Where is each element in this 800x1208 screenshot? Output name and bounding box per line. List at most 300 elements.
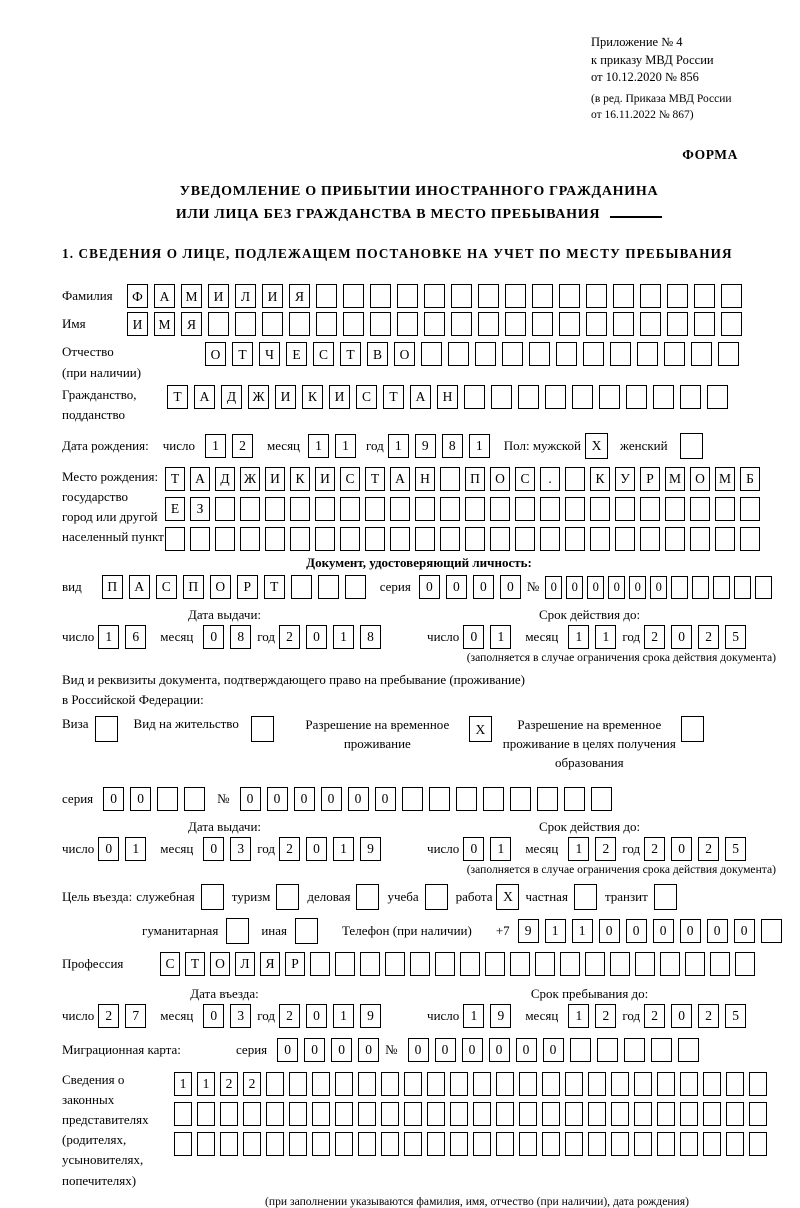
cell[interactable] — [289, 312, 310, 336]
cell[interactable] — [680, 1072, 698, 1096]
cell[interactable] — [690, 527, 710, 551]
cell[interactable] — [749, 1132, 767, 1156]
cell[interactable] — [667, 284, 688, 308]
cell[interactable] — [370, 284, 391, 308]
cell[interactable]: О — [210, 952, 230, 976]
cell[interactable]: К — [590, 467, 610, 491]
cell[interactable] — [197, 1132, 215, 1156]
cell[interactable]: 0 — [375, 787, 396, 811]
cell[interactable] — [540, 527, 560, 551]
cell[interactable] — [251, 716, 274, 742]
cell[interactable] — [532, 284, 553, 308]
cell[interactable]: 2 — [243, 1072, 261, 1096]
cell[interactable]: 0 — [566, 576, 583, 599]
cell[interactable] — [496, 1102, 514, 1126]
cell[interactable]: И — [208, 284, 229, 308]
cell[interactable]: 0 — [463, 625, 484, 649]
cell[interactable]: 0 — [331, 1038, 352, 1062]
cell[interactable]: Н — [437, 385, 458, 409]
cell[interactable]: 0 — [203, 1004, 224, 1028]
cell[interactable]: К — [290, 467, 310, 491]
cell[interactable] — [519, 1132, 537, 1156]
cell[interactable]: 2 — [279, 1004, 300, 1028]
cell[interactable]: С — [156, 575, 177, 599]
cell[interactable] — [707, 385, 728, 409]
cell[interactable]: Ч — [259, 342, 280, 366]
cell[interactable]: М — [715, 467, 735, 491]
cell[interactable]: X — [469, 716, 492, 742]
cell[interactable]: Т — [185, 952, 205, 976]
cell[interactable]: В — [367, 342, 388, 366]
cell[interactable]: 0 — [435, 1038, 456, 1062]
cell[interactable] — [381, 1102, 399, 1126]
cell[interactable] — [316, 284, 337, 308]
cell[interactable] — [715, 527, 735, 551]
cell[interactable] — [335, 1072, 353, 1096]
cell[interactable] — [390, 497, 410, 521]
cell[interactable]: 1 — [308, 434, 329, 458]
cell[interactable] — [560, 952, 580, 976]
cell[interactable] — [599, 385, 620, 409]
cell[interactable] — [340, 527, 360, 551]
cell[interactable] — [295, 918, 318, 944]
cell[interactable]: 0 — [671, 1004, 692, 1028]
cell[interactable] — [556, 342, 577, 366]
cell[interactable]: Р — [285, 952, 305, 976]
cell[interactable] — [565, 1132, 583, 1156]
cell[interactable] — [574, 884, 597, 910]
cell[interactable] — [671, 576, 688, 599]
cell[interactable] — [310, 952, 330, 976]
cell[interactable] — [240, 527, 260, 551]
cell[interactable] — [715, 497, 735, 521]
cell[interactable] — [478, 312, 499, 336]
cell[interactable]: 0 — [277, 1038, 298, 1062]
cell[interactable]: У — [615, 467, 635, 491]
cell[interactable] — [565, 1102, 583, 1126]
cell[interactable]: Л — [235, 284, 256, 308]
cell[interactable] — [448, 342, 469, 366]
cell[interactable]: И — [262, 284, 283, 308]
cell[interactable]: 1 — [469, 434, 490, 458]
cell[interactable]: 1 — [572, 919, 593, 943]
cell[interactable]: 0 — [626, 919, 647, 943]
cell[interactable] — [615, 497, 635, 521]
cell[interactable] — [540, 497, 560, 521]
cell[interactable] — [680, 385, 701, 409]
cell[interactable] — [404, 1132, 422, 1156]
cell[interactable]: 2 — [98, 1004, 119, 1028]
cell[interactable] — [680, 433, 703, 459]
cell[interactable] — [667, 312, 688, 336]
cell[interactable]: 0 — [599, 919, 620, 943]
cell[interactable] — [590, 527, 610, 551]
cell[interactable] — [451, 312, 472, 336]
cell[interactable]: А — [154, 284, 175, 308]
cell[interactable]: С — [160, 952, 180, 976]
cell[interactable] — [586, 312, 607, 336]
cell[interactable] — [312, 1102, 330, 1126]
cell[interactable] — [535, 952, 555, 976]
cell[interactable] — [312, 1072, 330, 1096]
cell[interactable] — [385, 952, 405, 976]
cell[interactable]: 0 — [650, 576, 667, 599]
cell[interactable] — [713, 576, 730, 599]
cell[interactable] — [588, 1072, 606, 1096]
cell[interactable] — [335, 1102, 353, 1126]
cell[interactable] — [165, 527, 185, 551]
cell[interactable]: 2 — [595, 837, 616, 861]
cell[interactable]: Т — [340, 342, 361, 366]
cell[interactable] — [761, 919, 782, 943]
cell[interactable] — [485, 952, 505, 976]
cell[interactable] — [390, 527, 410, 551]
cell[interactable]: 3 — [230, 1004, 251, 1028]
cell[interactable]: А — [129, 575, 150, 599]
cell[interactable] — [289, 1072, 307, 1096]
cell[interactable] — [312, 1132, 330, 1156]
cell[interactable] — [660, 952, 680, 976]
cell[interactable] — [559, 284, 580, 308]
cell[interactable] — [343, 312, 364, 336]
cell[interactable] — [365, 497, 385, 521]
cell[interactable] — [174, 1132, 192, 1156]
cell[interactable]: 0 — [267, 787, 288, 811]
cell[interactable]: Д — [215, 467, 235, 491]
cell[interactable]: 9 — [518, 919, 539, 943]
cell[interactable]: 2 — [279, 625, 300, 649]
cell[interactable]: 0 — [294, 787, 315, 811]
cell[interactable] — [665, 497, 685, 521]
cell[interactable]: 0 — [240, 787, 261, 811]
cell[interactable]: 1 — [388, 434, 409, 458]
cell[interactable]: . — [540, 467, 560, 491]
cell[interactable] — [588, 1102, 606, 1126]
cell[interactable] — [740, 497, 760, 521]
cell[interactable] — [316, 312, 337, 336]
cell[interactable]: О — [490, 467, 510, 491]
cell[interactable] — [490, 527, 510, 551]
cell[interactable] — [410, 952, 430, 976]
cell[interactable] — [542, 1072, 560, 1096]
cell[interactable] — [266, 1132, 284, 1156]
cell[interactable]: О — [394, 342, 415, 366]
cell[interactable]: И — [265, 467, 285, 491]
cell[interactable] — [565, 497, 585, 521]
cell[interactable] — [542, 1102, 560, 1126]
cell[interactable] — [402, 787, 423, 811]
cell[interactable]: 0 — [304, 1038, 325, 1062]
cell[interactable] — [692, 576, 709, 599]
cell[interactable] — [404, 1102, 422, 1126]
cell[interactable] — [450, 1132, 468, 1156]
cell[interactable]: З — [190, 497, 210, 521]
cell[interactable] — [496, 1132, 514, 1156]
cell[interactable] — [491, 385, 512, 409]
cell[interactable]: М — [154, 312, 175, 336]
cell[interactable] — [404, 1072, 422, 1096]
cell[interactable] — [657, 1072, 675, 1096]
cell[interactable]: И — [127, 312, 148, 336]
cell[interactable]: 5 — [725, 837, 746, 861]
cell[interactable]: 0 — [306, 625, 327, 649]
cell[interactable]: 1 — [333, 1004, 354, 1028]
cell[interactable]: 1 — [463, 1004, 484, 1028]
cell[interactable] — [611, 1102, 629, 1126]
cell[interactable]: И — [329, 385, 350, 409]
cell[interactable]: Б — [740, 467, 760, 491]
cell[interactable] — [427, 1132, 445, 1156]
cell[interactable] — [559, 312, 580, 336]
cell[interactable] — [240, 497, 260, 521]
cell[interactable] — [424, 312, 445, 336]
cell[interactable]: М — [665, 467, 685, 491]
cell[interactable] — [610, 342, 631, 366]
cell[interactable] — [475, 342, 496, 366]
cell[interactable]: Н — [415, 467, 435, 491]
cell[interactable] — [590, 497, 610, 521]
cell[interactable] — [749, 1102, 767, 1126]
cell[interactable] — [262, 312, 283, 336]
cell[interactable] — [586, 284, 607, 308]
cell[interactable]: Я — [260, 952, 280, 976]
cell[interactable]: 9 — [415, 434, 436, 458]
cell[interactable]: П — [102, 575, 123, 599]
cell[interactable]: 1 — [568, 1004, 589, 1028]
cell[interactable] — [519, 1072, 537, 1096]
cell[interactable] — [726, 1072, 744, 1096]
cell[interactable] — [703, 1132, 721, 1156]
cell[interactable] — [473, 1102, 491, 1126]
cell[interactable] — [583, 342, 604, 366]
cell[interactable]: 0 — [408, 1038, 429, 1062]
cell[interactable] — [360, 952, 380, 976]
cell[interactable]: 8 — [230, 625, 251, 649]
cell[interactable] — [691, 342, 712, 366]
cell[interactable] — [496, 1072, 514, 1096]
cell[interactable] — [440, 467, 460, 491]
cell[interactable] — [545, 385, 566, 409]
cell[interactable] — [640, 497, 660, 521]
cell[interactable] — [290, 497, 310, 521]
cell[interactable]: 0 — [500, 575, 521, 599]
cell[interactable] — [529, 342, 550, 366]
cell[interactable]: 1 — [545, 919, 566, 943]
cell[interactable]: 0 — [462, 1038, 483, 1062]
cell[interactable] — [588, 1132, 606, 1156]
cell[interactable]: 9 — [360, 1004, 381, 1028]
cell[interactable]: 0 — [98, 837, 119, 861]
cell[interactable] — [345, 575, 366, 599]
cell[interactable] — [694, 312, 715, 336]
cell[interactable]: Ф — [127, 284, 148, 308]
cell[interactable]: 7 — [125, 1004, 146, 1028]
cell[interactable]: Д — [221, 385, 242, 409]
cell[interactable] — [208, 312, 229, 336]
cell[interactable] — [335, 952, 355, 976]
cell[interactable] — [490, 497, 510, 521]
cell[interactable]: Р — [237, 575, 258, 599]
cell[interactable] — [613, 312, 634, 336]
cell[interactable] — [626, 385, 647, 409]
cell[interactable] — [289, 1132, 307, 1156]
cell[interactable] — [635, 952, 655, 976]
cell[interactable] — [657, 1102, 675, 1126]
cell[interactable] — [703, 1102, 721, 1126]
cell[interactable]: 0 — [203, 625, 224, 649]
cell[interactable] — [685, 952, 705, 976]
cell[interactable]: 2 — [232, 434, 253, 458]
cell[interactable]: Т — [167, 385, 188, 409]
cell[interactable] — [315, 527, 335, 551]
cell[interactable] — [266, 1072, 284, 1096]
cell[interactable] — [510, 787, 531, 811]
cell[interactable] — [634, 1072, 652, 1096]
cell[interactable] — [358, 1072, 376, 1096]
cell[interactable]: Е — [165, 497, 185, 521]
cell[interactable] — [220, 1102, 238, 1126]
cell[interactable] — [591, 787, 612, 811]
cell[interactable]: Ж — [248, 385, 269, 409]
cell[interactable] — [435, 952, 455, 976]
cell[interactable] — [456, 787, 477, 811]
cell[interactable]: 1 — [197, 1072, 215, 1096]
cell[interactable] — [613, 284, 634, 308]
cell[interactable]: Р — [640, 467, 660, 491]
cell[interactable] — [427, 1102, 445, 1126]
cell[interactable] — [440, 527, 460, 551]
cell[interactable] — [335, 1132, 353, 1156]
cell[interactable] — [343, 284, 364, 308]
cell[interactable]: Я — [289, 284, 310, 308]
cell[interactable] — [565, 467, 585, 491]
cell[interactable]: 5 — [725, 1004, 746, 1028]
cell[interactable] — [370, 312, 391, 336]
cell[interactable] — [611, 1072, 629, 1096]
cell[interactable]: 0 — [671, 625, 692, 649]
cell[interactable] — [465, 497, 485, 521]
cell[interactable]: С — [515, 467, 535, 491]
cell[interactable] — [726, 1102, 744, 1126]
cell[interactable] — [640, 284, 661, 308]
cell[interactable] — [665, 527, 685, 551]
cell[interactable] — [735, 952, 755, 976]
cell[interactable] — [597, 1038, 618, 1062]
cell[interactable]: 0 — [489, 1038, 510, 1062]
cell[interactable]: 1 — [568, 625, 589, 649]
cell[interactable] — [537, 787, 558, 811]
cell[interactable] — [680, 1132, 698, 1156]
cell[interactable] — [564, 787, 585, 811]
cell[interactable]: А — [390, 467, 410, 491]
cell[interactable]: 8 — [442, 434, 463, 458]
cell[interactable] — [611, 1132, 629, 1156]
cell[interactable]: 2 — [698, 1004, 719, 1028]
cell[interactable] — [381, 1132, 399, 1156]
cell[interactable]: 1 — [205, 434, 226, 458]
cell[interactable] — [381, 1072, 399, 1096]
cell[interactable] — [265, 497, 285, 521]
cell[interactable] — [397, 312, 418, 336]
cell[interactable]: Я — [181, 312, 202, 336]
cell[interactable] — [740, 527, 760, 551]
cell[interactable] — [610, 952, 630, 976]
cell[interactable]: 0 — [587, 576, 604, 599]
cell[interactable]: 0 — [348, 787, 369, 811]
cell[interactable] — [734, 576, 751, 599]
cell[interactable] — [201, 884, 224, 910]
cell[interactable] — [565, 527, 585, 551]
cell[interactable] — [640, 527, 660, 551]
cell[interactable]: С — [313, 342, 334, 366]
cell[interactable] — [415, 527, 435, 551]
cell[interactable]: 2 — [595, 1004, 616, 1028]
cell[interactable] — [634, 1102, 652, 1126]
cell[interactable] — [266, 1102, 284, 1126]
cell[interactable] — [718, 342, 739, 366]
cell[interactable]: 1 — [333, 625, 354, 649]
cell[interactable] — [465, 527, 485, 551]
cell[interactable] — [721, 312, 742, 336]
cell[interactable] — [690, 497, 710, 521]
cell[interactable] — [290, 527, 310, 551]
cell[interactable] — [184, 787, 205, 811]
cell[interactable] — [421, 342, 442, 366]
cell[interactable] — [425, 884, 448, 910]
cell[interactable]: 9 — [490, 1004, 511, 1028]
cell[interactable]: 1 — [98, 625, 119, 649]
cell[interactable] — [220, 1132, 238, 1156]
cell[interactable] — [624, 1038, 645, 1062]
cell[interactable] — [95, 716, 118, 742]
cell[interactable]: О — [690, 467, 710, 491]
cell[interactable] — [450, 1072, 468, 1096]
cell[interactable]: X — [496, 884, 519, 910]
cell[interactable]: 1 — [490, 837, 511, 861]
cell[interactable] — [358, 1102, 376, 1126]
cell[interactable] — [289, 1102, 307, 1126]
cell[interactable] — [440, 497, 460, 521]
cell[interactable] — [358, 1132, 376, 1156]
cell[interactable]: 0 — [130, 787, 151, 811]
cell[interactable] — [243, 1102, 261, 1126]
cell[interactable]: О — [210, 575, 231, 599]
cell[interactable] — [640, 312, 661, 336]
cell[interactable]: 2 — [644, 837, 665, 861]
cell[interactable]: К — [302, 385, 323, 409]
cell[interactable]: 0 — [463, 837, 484, 861]
cell[interactable]: 0 — [203, 837, 224, 861]
cell[interactable] — [235, 312, 256, 336]
cell[interactable]: 0 — [358, 1038, 379, 1062]
cell[interactable] — [653, 385, 674, 409]
cell[interactable] — [424, 284, 445, 308]
cell[interactable]: Т — [232, 342, 253, 366]
cell[interactable] — [710, 952, 730, 976]
cell[interactable]: 0 — [306, 1004, 327, 1028]
cell[interactable]: 0 — [103, 787, 124, 811]
cell[interactable] — [634, 1132, 652, 1156]
cell[interactable]: С — [356, 385, 377, 409]
cell[interactable]: 1 — [125, 837, 146, 861]
cell[interactable]: 0 — [419, 575, 440, 599]
cell[interactable] — [451, 284, 472, 308]
cell[interactable] — [243, 1132, 261, 1156]
cell[interactable]: 1 — [333, 837, 354, 861]
cell[interactable]: 1 — [174, 1072, 192, 1096]
cell[interactable]: Т — [264, 575, 285, 599]
cell[interactable] — [318, 575, 339, 599]
